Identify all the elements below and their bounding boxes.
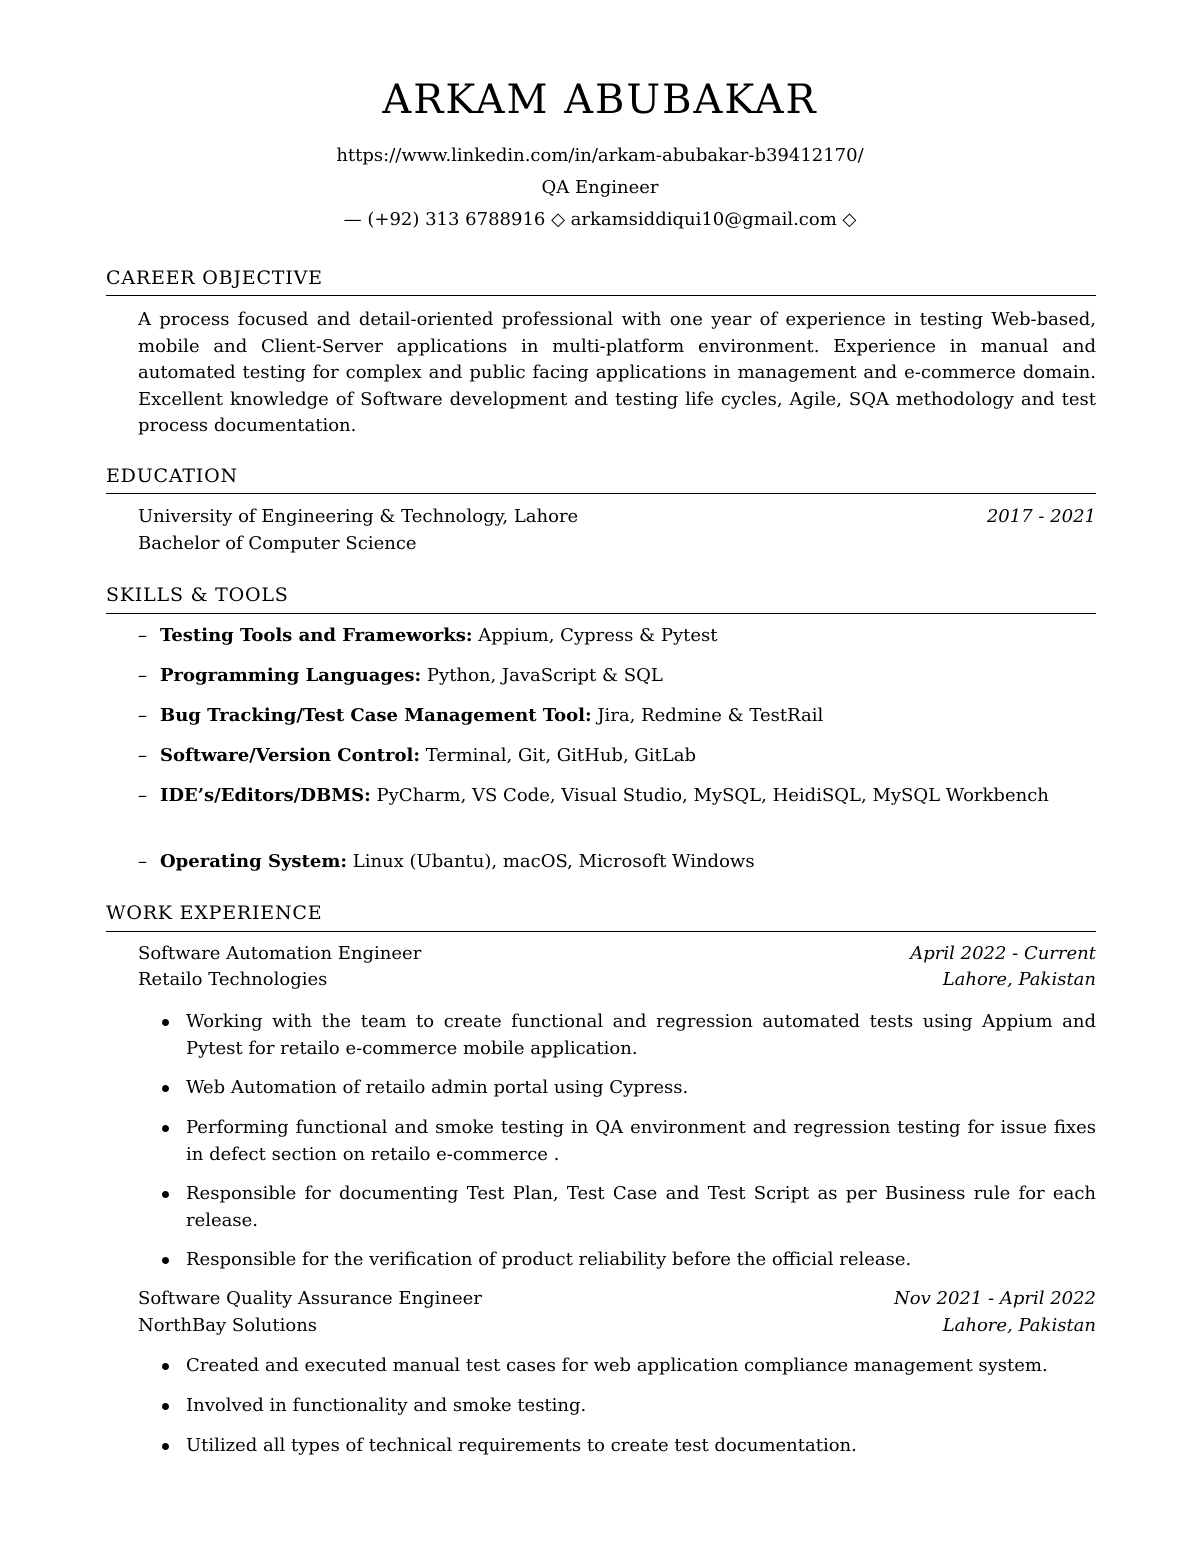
job-location: Lahore, Pakistan [942, 969, 1096, 990]
work-experience-heading: WORK EXPERIENCE [106, 902, 323, 924]
skill-label: Programming Languages: [160, 665, 422, 686]
candidate-name: ARKAM ABUBAKAR [382, 77, 818, 123]
bullet-dot [162, 1403, 169, 1410]
dash-marker: – [138, 705, 147, 726]
dash-marker: – [138, 851, 147, 872]
bullet-text: Responsible for documenting Test Plan, Test Case and Test Script as per Business rule for each release. [186, 1183, 1096, 1231]
skill-value: Appium, Cypress & Pytest [478, 625, 718, 646]
job-dates: April 2022 - Current [910, 943, 1096, 964]
job-title: QA Engineer [541, 177, 659, 198]
skill-label: Software/Version Control: [160, 745, 421, 766]
bullet-text: Involved in functionality and smoke testing. [186, 1395, 587, 1416]
bullet-dot [162, 1257, 169, 1264]
degree: Bachelor of Computer Science [138, 533, 417, 554]
section-divider [106, 931, 1096, 932]
bullet-dot [162, 1191, 169, 1198]
skill-value: Python, JavaScript & SQL [426, 665, 663, 686]
dash-marker: – [138, 665, 147, 686]
section-divider [106, 613, 1096, 614]
institution-name: University of Engineering & Technology, Lahore [138, 506, 579, 527]
skill-label: Bug Tracking/Test Case Management Tool: [160, 705, 592, 726]
section-divider [106, 493, 1096, 494]
contact-line: — (+92) 313 6788916 ◇ arkamsiddiqui10@gmail.com ◇ [343, 209, 857, 230]
skill-value: PyCharm, VS Code, Visual Studio, MySQL, HeidiSQL, MySQL Workbench [376, 785, 1049, 806]
bullet-text: Working with the team to create functional and regression automated tests using Appium and Pytest for retailo e-commerce mobile application. [186, 1011, 1096, 1059]
skill-label: Operating System: [160, 851, 348, 872]
dash-marker: – [138, 785, 147, 806]
career-objective-heading: CAREER OBJECTIVE [106, 267, 323, 289]
linkedin-url[interactable]: https://www.linkedin.com/in/arkam-abubakar-b39412170/ [336, 145, 864, 166]
job-dates: Nov 2021 - April 2022 [894, 1288, 1096, 1309]
bullet-dot [162, 1019, 169, 1026]
bullet-text: Responsible for the verification of product reliability before the official release. [186, 1249, 912, 1270]
job-location: Lahore, Pakistan [942, 1315, 1096, 1336]
bullet-text: Utilized all types of technical requirements to create test documentation. [186, 1435, 857, 1456]
education-heading: EDUCATION [106, 465, 238, 487]
dash-marker: – [138, 625, 147, 646]
bullet-dot [162, 1085, 169, 1092]
skill-label: Testing Tools and Frameworks: [160, 625, 473, 646]
bullet-dot [162, 1443, 169, 1450]
bullet-text: Performing functional and smoke testing in QA environment and regression testing for issue fixes in defect section on retailo e-commerce . [186, 1117, 1096, 1165]
education-dates: 2017 - 2021 [986, 506, 1096, 527]
bullet-text: Web Automation of retailo admin portal using Cypress. [186, 1077, 689, 1098]
skill-label: IDE’s/Editors/DBMS: [160, 785, 371, 806]
job-company: Retailo Technologies [138, 969, 328, 990]
skill-value: Jira, Redmine & TestRail [597, 705, 824, 726]
skills-heading: SKILLS & TOOLS [106, 584, 289, 606]
job-role: Software Quality Assurance Engineer [138, 1288, 482, 1309]
job-company: NorthBay Solutions [138, 1315, 318, 1336]
dash-marker: – [138, 745, 147, 766]
bullet-dot [162, 1125, 169, 1132]
bullet-dot [162, 1363, 169, 1370]
skill-value: Terminal, Git, GitHub, GitLab [425, 745, 696, 766]
skill-value: Linux (Ubantu), macOS, Microsoft Windows [352, 851, 755, 872]
bullet-text: Created and executed manual test cases for web application compliance management system. [186, 1355, 1048, 1376]
section-divider [106, 295, 1096, 296]
career-objective-text: A process focused and detail-oriented professional with one year of experience in testing Web-based, mobile and Client-Server applications in multi-platform environment. Experience in manual and automated testing for complex and public facing applications in management and e-commerce domain. Excellent knowledge of Software development and testing life cycles, Agile, SQA methodology and test process documentation. [138, 309, 1096, 437]
job-role: Software Automation Engineer [138, 943, 422, 964]
